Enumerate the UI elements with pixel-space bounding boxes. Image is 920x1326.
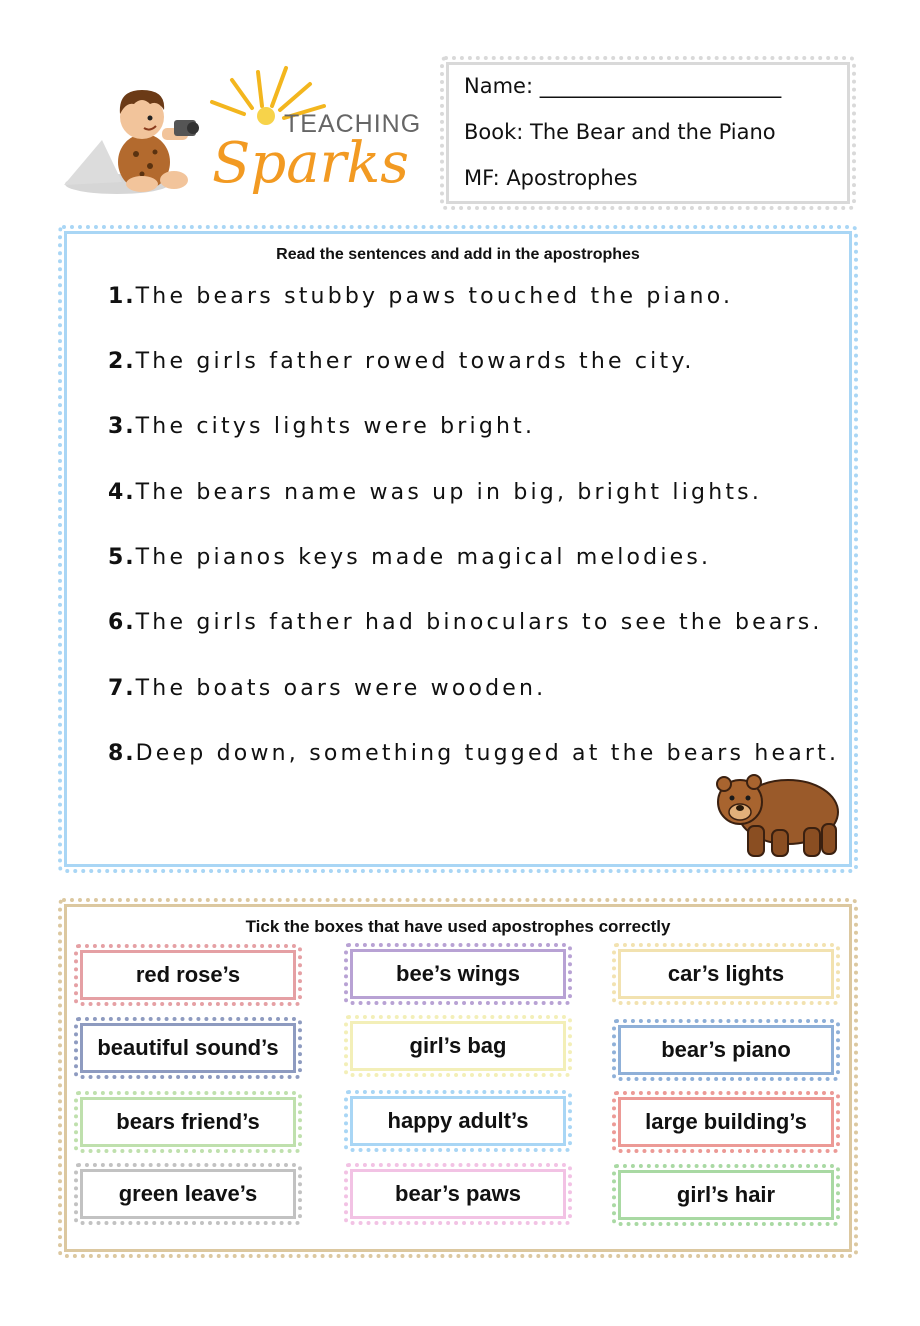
brand-top-text: TEACHING <box>284 110 422 138</box>
tick-option-box[interactable]: girl’s hair <box>612 1164 840 1226</box>
sentence-text: The boats oars were wooden. <box>135 676 547 701</box>
tick-option-box[interactable]: beautiful sound’s <box>74 1017 302 1079</box>
sentence-number: 6. <box>108 610 136 635</box>
tick-option-box[interactable]: bears friend’s <box>74 1091 302 1153</box>
tick-instruction: Tick the boxes that have used apostrophes correctly <box>245 917 671 936</box>
tick-option-box[interactable]: red rose’s <box>74 944 302 1006</box>
sentences-instruction: Read the sentences and add in the apostrophes <box>276 246 640 263</box>
sentence-text: The pianos keys made magical melodies. <box>135 545 712 570</box>
sentence-item <box>108 676 546 701</box>
tick-option-box[interactable]: green leave’s <box>74 1163 302 1225</box>
tick-option-box[interactable]: bee’s wings <box>344 943 572 1005</box>
sentence-text: The girls father rowed towards the city. <box>135 349 695 374</box>
sentence-text: The girls father had binoculars to see the bears. <box>135 610 823 635</box>
tick-option-box[interactable]: bear’s paws <box>344 1163 572 1225</box>
tick-option-box[interactable]: happy adult’s <box>344 1090 572 1152</box>
tick-option-box[interactable]: girl’s bag <box>344 1015 572 1077</box>
sentence-number: 4. <box>108 480 136 505</box>
tick-option-box[interactable]: large building’s <box>612 1091 840 1153</box>
sentence-number: 3. <box>108 414 136 439</box>
sentence-number: 1. <box>108 284 136 309</box>
sentence-item <box>108 545 711 570</box>
sentence-item <box>108 414 535 439</box>
sentence-number: 2. <box>108 349 136 374</box>
sentence-number: 7. <box>108 676 136 701</box>
sentence-number: 8. <box>108 741 136 766</box>
brand-bottom-text: Sparks <box>212 131 410 196</box>
book-title: Book: The Bear and the Piano <box>464 120 776 144</box>
sentence-item <box>108 349 695 374</box>
tick-option-box[interactable]: bear’s piano <box>612 1019 840 1081</box>
student-info-box <box>440 56 856 210</box>
sentence-item <box>108 610 823 635</box>
name-field[interactable]: Name: _______________________ <box>464 74 782 98</box>
sentence-item <box>108 741 839 766</box>
sentence-text: The bears stubby paws touched the piano. <box>135 284 734 309</box>
sentence-text: Deep down, something tugged at the bears heart. <box>135 741 840 766</box>
mf-topic: MF: Apostrophes <box>464 166 638 190</box>
sentence-text: The bears name was up in big, bright lights. <box>135 480 763 505</box>
sentence-number: 5. <box>108 545 136 570</box>
sentence-item <box>108 284 733 309</box>
tick-option-box[interactable]: car’s lights <box>612 943 840 1005</box>
sentence-text: The citys lights were bright. <box>135 414 536 439</box>
teaching-sparks-logo <box>62 62 432 207</box>
sentence-item <box>108 480 762 505</box>
bear-illustration <box>714 764 842 860</box>
